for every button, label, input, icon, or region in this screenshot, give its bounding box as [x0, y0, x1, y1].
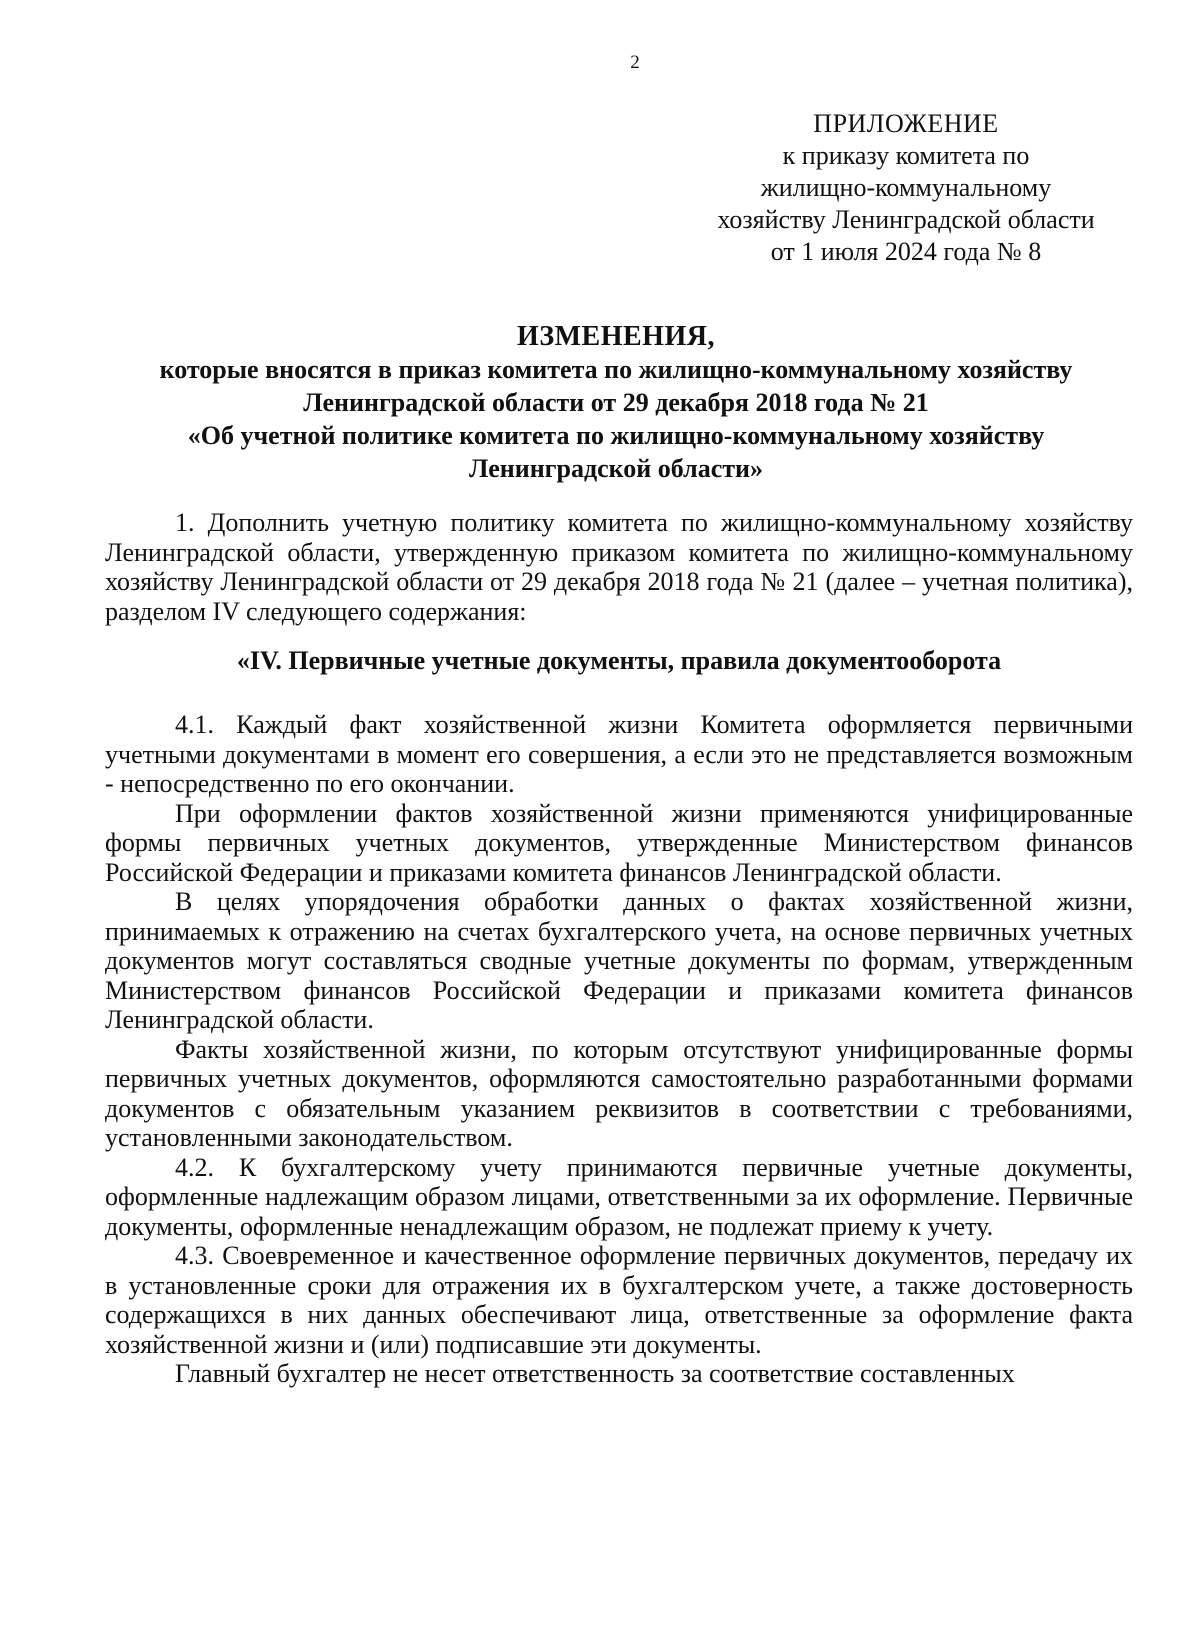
- intro-section: [105, 508, 1133, 626]
- appendix-line: хозяйству Ленинградской области: [717, 205, 1095, 234]
- intro-paragraph: 1. Дополнить учетную политику комитета по жилищно-коммунальному хозяйству Ленинградской области, утвержденную приказом комитета по жилищно-коммунальному хозяйству Ленинградской области от 29 декабря 2018 года № 21 (далее – учетная политика), разделом IV следующего содержания:: [105, 508, 1133, 626]
- paragraph: 4.2. К бухгалтерскому учету принимаются первичные учетные документы, оформленные надлежащим образом лицами, ответственными за их оформление. Первичные документы, оформленные ненадлежащим образом, не подлежат приему к учету.: [105, 1152, 1133, 1241]
- appendix-line: к приказу комитета по: [782, 141, 1030, 170]
- heading-line: Ленинградской области»: [469, 454, 763, 483]
- heading-line: Ленинградской области от 29 декабря 2018 года № 21: [303, 388, 929, 417]
- appendix-line: от 1 июля 2024 года № 8: [770, 237, 1042, 266]
- paragraph: 4.3. Своевременное и качественное оформление первичных документов, передачу их в установленные сроки для отражения их в бухгалтерском учете, а также достоверность содержащихся в них данных обеспечивают лица, ответственные за оформление факта хозяйственной жизни и (или) подписавшие эти документы.: [105, 1241, 1133, 1359]
- section-title: «IV. Первичные учетные документы, правила документооборота: [236, 646, 1002, 675]
- section-body: [105, 710, 1133, 1389]
- paragraph: 4.1. Каждый факт хозяйственной жизни Комитета оформляется первичными учетными документами в момент его совершения, а если это не представляется возможным - непосредственно по его окончании.: [105, 710, 1133, 798]
- paragraph: При оформлении фактов хозяйственной жизни применяются унифицированные формы первичных учетных документов, утвержденные Министерством финансов Российской Федерации и приказами комитета финансов Ленинградской области.: [105, 798, 1133, 887]
- appendix-title: ПРИЛОЖЕНИЕ: [813, 109, 999, 138]
- heading-line: которые вносятся в приказ комитета по жилищно-коммунальному хозяйству: [159, 355, 1073, 384]
- paragraph: В целях упорядочения обработки данных о фактах хозяйственной жизни, принимаемых к отражению на счетах бухгалтерского учета, на основе первичных учетных документов могут составляться сводные учетные документы по формам, утвержденным Министерством финансов Российской Федерации и приказами комитета финансов Ленинградской области.: [105, 887, 1133, 1034]
- appendix-line: жилищно-коммунальному: [760, 173, 1052, 202]
- heading-line: «Об учетной политике комитета по жилищно-коммунальному хозяйству: [187, 421, 1045, 450]
- paragraph: Факты хозяйственной жизни, по которым отсутствуют унифицированные формы первичных учетных документов, оформляются самостоятельно разработанными формами документов с обязательным указанием реквизитов в соответствии с требованиями, установленными законодательством.: [105, 1034, 1133, 1152]
- document-heading: [100, 320, 1132, 485]
- page-number: 2: [630, 52, 640, 73]
- appendix-block: [690, 108, 1122, 268]
- paragraph: Главный бухгалтер не несет ответственность за соответствие составленных: [175, 1359, 1015, 1388]
- heading-title: ИЗМЕНЕНИЯ,: [517, 321, 715, 352]
